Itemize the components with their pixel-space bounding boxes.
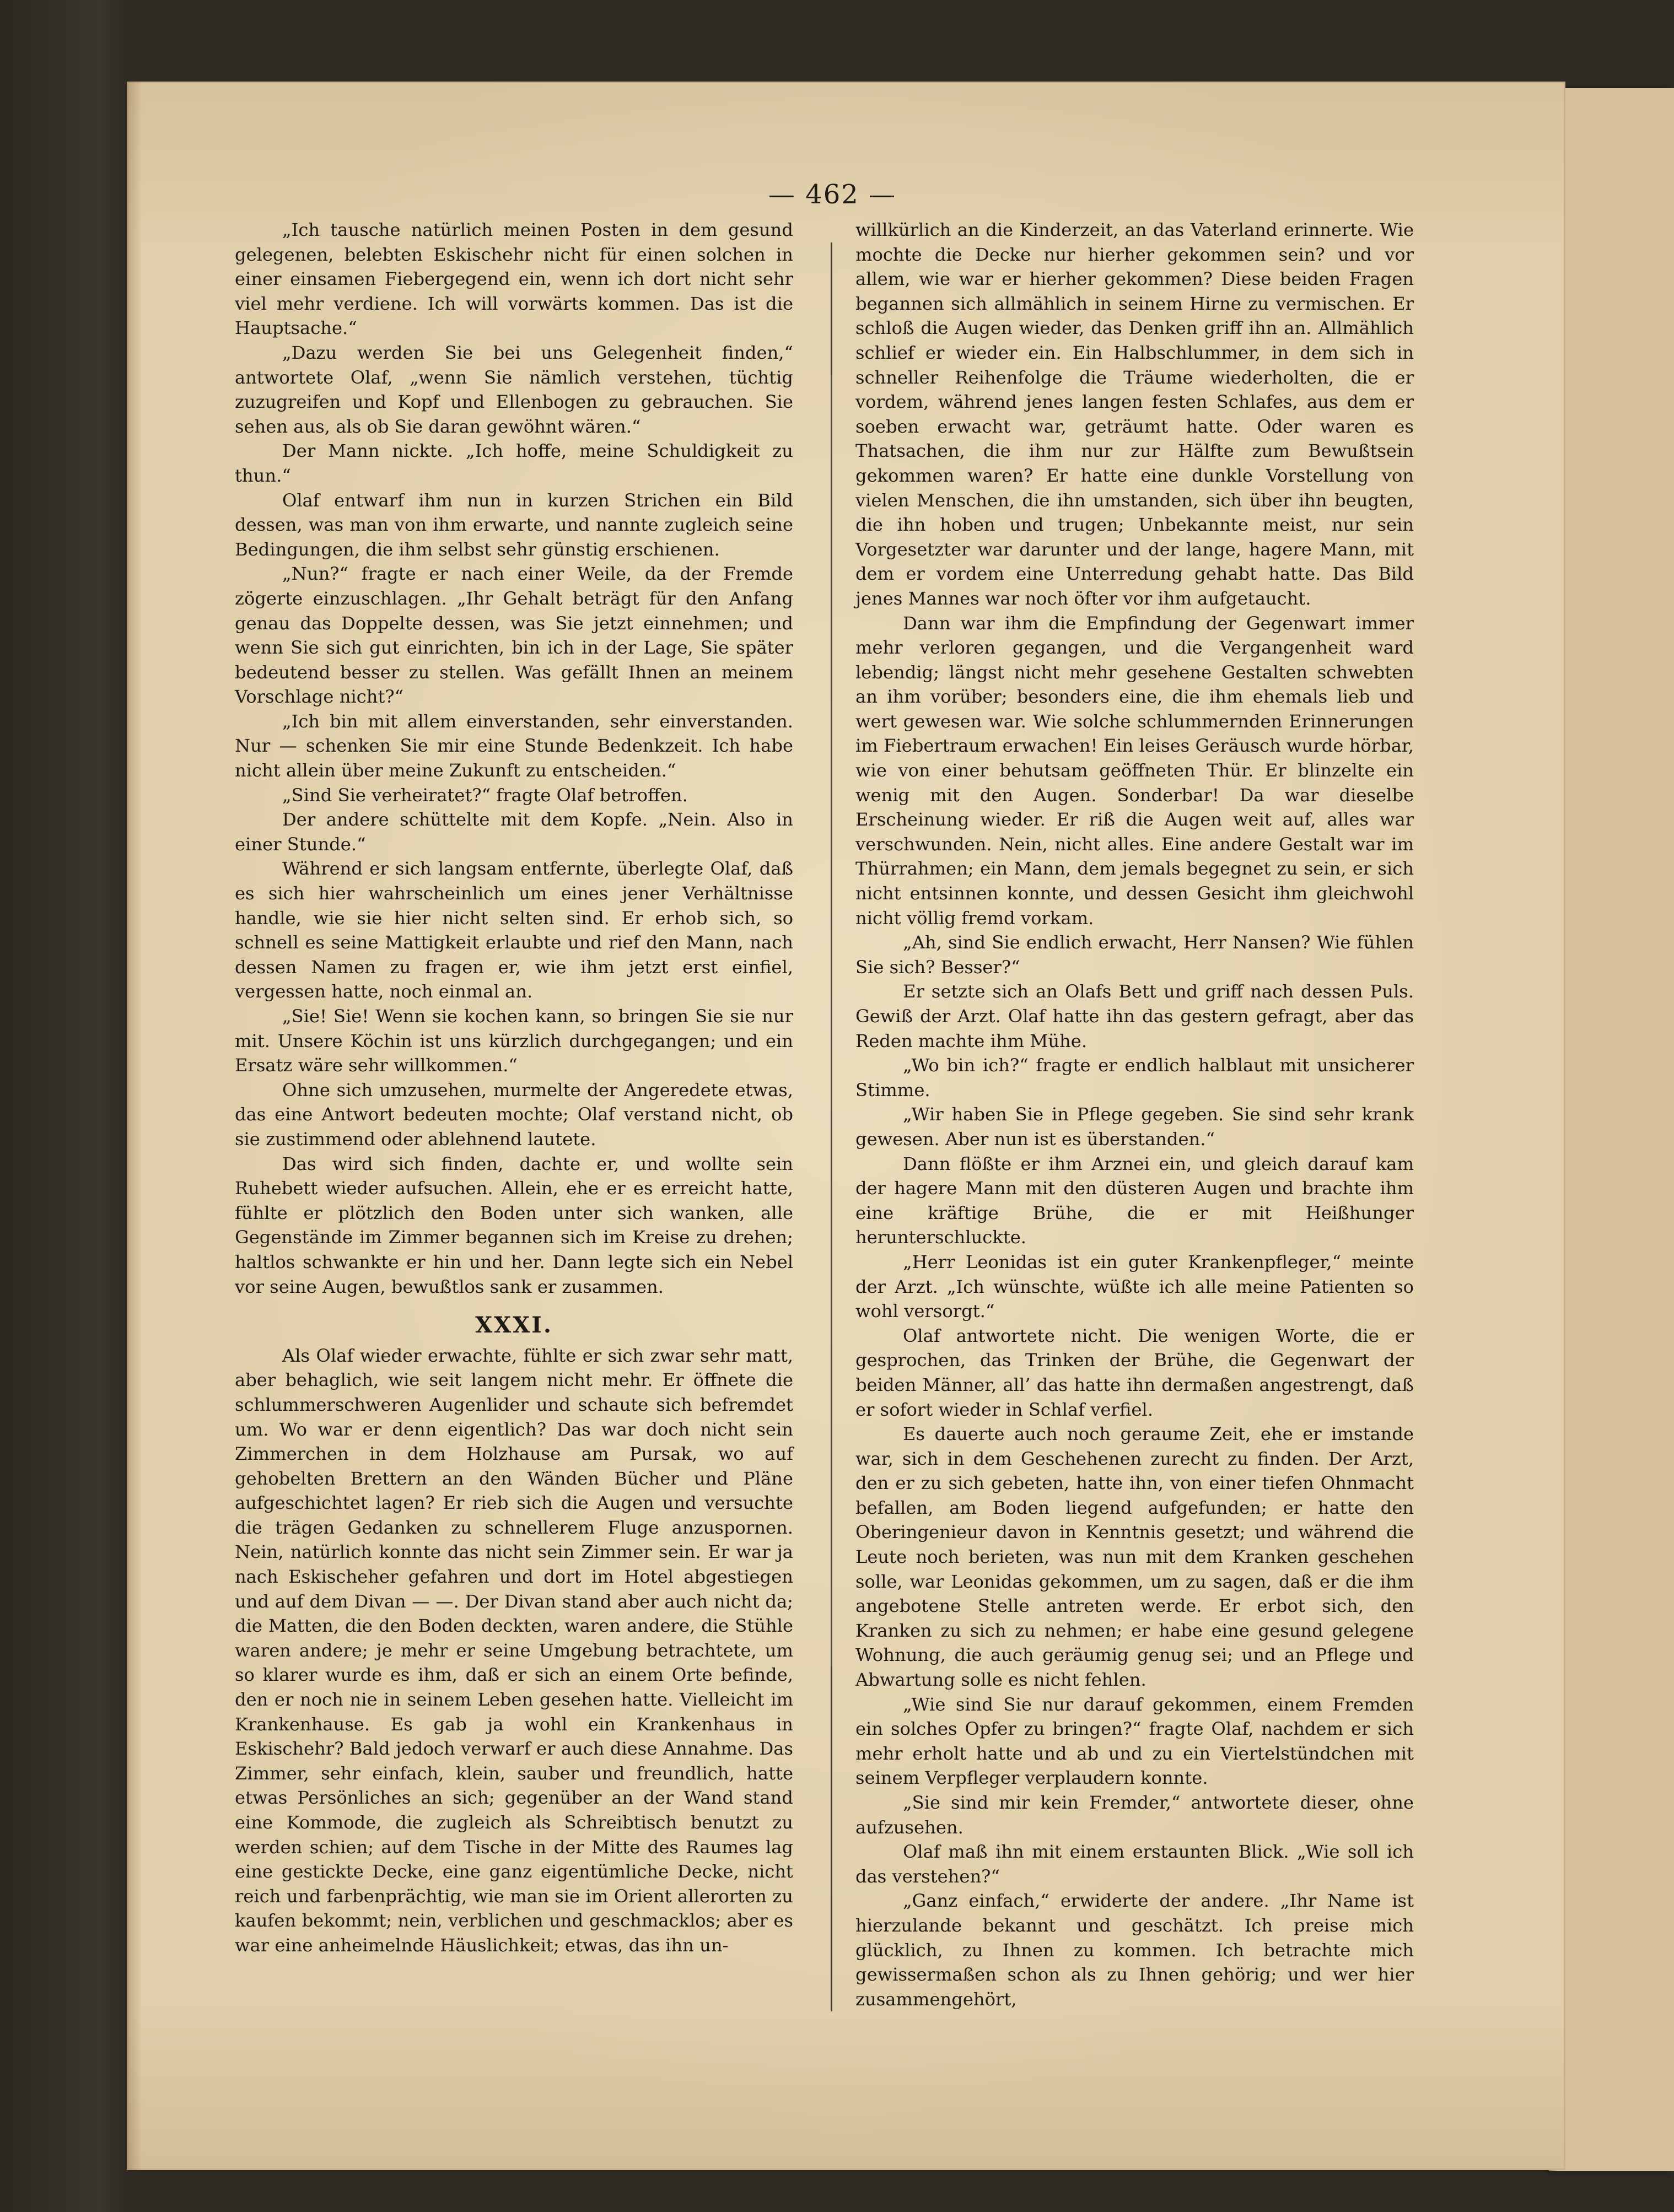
left-column [235, 218, 793, 1958]
paragraph: Dann flößte er ihm Arznei ein, und gleich darauf kam der hagere Mann mit den düsteren Augen und brachte ihm eine kräftige Brühe, die er mit Heißhunger herunterschluckte. [855, 1153, 1414, 1248]
paragraph: Dann war ihm die Empfindung der Gegenwart immer mehr verloren gegangen, und die Vergangenheit ward lebendig; längst nicht mehr gesehene Gestalten schwebten an ihm vorüber; besonders eine, die ihm ehemals lieb und wert gewesen war. Wie solche schlummernden Erinnerungen im Fiebertraum erwachen! Ein leises Geräusch wurde hörbar, wie von einer behutsam geöffneten Thür. Er blinzelte ein wenig mit den Augen. Sonderbar! Da war dieselbe Erscheinung wieder. Er riß die Augen weit auf, alles war verschwunden. Nein, nicht alles. Eine andere Gestalt war im Thürrahmen; ein Mann, dem jemals begegnet zu sein, er sich nicht entsinnen konnte, und dessen Gesicht ihm gleichwohl nicht völlig fremd vorkam. [855, 612, 1414, 929]
paragraph: Olaf maß ihn mit einem erstaunten Blick. „Wie soll ich das verstehen?“ [855, 1841, 1414, 1887]
paragraph-continued: willkürlich an die Kinderzeit, an das Vaterland erinnerte. Wie mochte die Decke nur hierher gekommen sein? und vor allem, wie war er hierher gekommen? Diese beiden Fragen begannen sich allmählich in seinem Hirne zu vermischen. Er schloß die Augen wieder, das Denken griff ihn an. Allmählich schlief er wieder ein. Ein Halbschlummer, in dem sich in schneller Reihenfolge die Träume wiederholten, die er vordem, während jenes langen festen Schlafes, aus dem er soeben erwacht war, geträumt hatte. Oder waren es Thatsachen, die ihm nur zur Hälfte zum Bewußtsein gekommen waren? Er hatte eine dunkle Vorstellung von vielen Menschen, die ihn umstanden, sich über ihn beugten, die ihn hoben und trugen; Unbekannte meist, nur sein Vorgesetzter war darunter und der lange, hagere Mann, mit dem er vordem eine Unterredung gehabt hatte. Das Bild jenes Mannes war noch öfter vor ihm aufgetaucht. [855, 219, 1414, 609]
paragraph: Das wird sich finden, dachte er, und wollte sein Ruhebett wieder aufsuchen. Allein, ehe er es erreicht hatte, fühlte er plötzlich den Boden unter sich wanken, alle Gegenstände im Zimmer begannen sich im Kreise zu drehen; haltlos schwankte er hin und her. Dann legte sich ein Nebel vor seine Augen, bewußtlos sank er zusammen. [235, 1153, 793, 1297]
paragraph: „Sie sind mir kein Fremder,“ antwortete dieser, ohne aufzusehen. [855, 1792, 1414, 1838]
paragraph: „Ich bin mit allem einverstanden, sehr einverstanden. Nur — schenken Sie mir eine Stunde Bedenkzeit. Ich habe nicht allein über meine Zukunft zu entscheiden.“ [235, 710, 793, 781]
paragraph: „Wir haben Sie in Pflege gegeben. Sie sind sehr krank gewesen. Aber nun ist es überstanden.“ [855, 1104, 1414, 1150]
paragraph: „Dazu werden Sie bei uns Gelegenheit finden,“ antwortete Olaf, „wenn Sie nämlich verstehen, tüchtig zuzugreifen und Kopf und Ellenbogen zu gebrauchen. Sie sehen aus, als ob Sie daran gewöhnt wären.“ [235, 342, 793, 437]
paragraph: Der andere schüttelte mit dem Kopfe. „Nein. Also in einer Stunde.“ [235, 809, 793, 855]
paragraph: „Sind Sie verheiratet?“ fragte Olaf betroffen. [282, 784, 688, 806]
paragraph: Olaf antwortete nicht. Die wenigen Worte, die er gesprochen, das Trinken der Brühe, die Gegenwart der beiden Männer, all’ das hatte ihn dermaßen angestrengt, daß er sofort wieder in Schlaf verfiel. [855, 1325, 1414, 1420]
paragraph: Der Mann nickte. „Ich hoffe, meine Schuldigkeit zu thun.“ [235, 440, 793, 486]
paragraph: Es dauerte auch noch geraume Zeit, ehe er imstande war, sich in dem Geschehenen zurecht zu finden. Der Arzt, den er zu sich gebeten, hatte ihn, von einer tiefen Ohnmacht befallen, am Boden liegend aufgefunden; er hatte den Oberingenieur davon in Kenntnis gesetzt; und während die Leute noch berieten, was nun mit dem Kranken geschehen solle, war Leonidas gekommen, um zu sagen, daß er die ihm angebotene Stelle antreten werde. Er erbot sich, den Kranken zu sich zu nehmen; er habe eine gesund gelegene Wohnung, die auch geräumig genug sei; und an Pflege und Abwartung solle es nicht fehlen. [855, 1423, 1414, 1691]
paragraph: Er setzte sich an Olafs Bett und griff nach dessen Puls. Gewiß der Arzt. Olaf hatte ihn das gestern gefragt, aber das Reden machte ihm Mühe. [855, 981, 1414, 1051]
next-page-edge [1549, 88, 1674, 2171]
chapter-heading: XXXI. [475, 1312, 553, 1339]
paragraph: Ohne sich umzusehen, murmelte der Angeredete etwas, das eine Antwort bedeuten mochte; Olaf verstand nicht, ob sie zustimmend oder ablehnend lautete. [235, 1079, 793, 1150]
paragraph: „Nun?“ fragte er nach einer Weile, da der Fremde zögerte einzuschlagen. „Ihr Gehalt beträgt für den Anfang genau das Doppelte dessen, was Sie jetzt einnehmen; und wenn Sie sich gut einrichten, bin ich in der Lage, Sie später bedeutend besser zu stellen. Was gefällt Ihnen an meinem Vorschlage nicht?“ [235, 563, 793, 708]
paragraph: „Wie sind Sie nur darauf gekommen, einem Fremden ein solches Opfer zu bringen?“ fragte Olaf, nachdem er sich mehr erholt hatte und ab und zu ein Viertelstündchen mit seinem Verpfleger verplaudern konnte. [855, 1693, 1414, 1789]
column-divider [831, 242, 832, 2011]
page-number: — 462 — [768, 179, 897, 210]
paragraph: „Ich tausche natürlich meinen Posten in dem gesund gelegenen, belebten Eskischehr nicht für einen solchen in einer einsamen Fiebergegend ein, wenn ich dort nicht sehr viel mehr verdiene. Ich will vorwärts kommen. Das ist die Hauptsache.“ [235, 219, 793, 339]
paragraph: „Herr Leonidas ist ein guter Krankenpfleger,“ meinte der Arzt. „Ich wünschte, wüßte ich alle meine Patienten so wohl versorgt.“ [855, 1251, 1414, 1322]
paragraph: Während er sich langsam entfernte, überlegte Olaf, daß es sich hier wahrscheinlich um eines jener Verhältnisse handle, wie sie hier nicht selten sind. Er erhob sich, so schnell es seine Mattigkeit erlaubte und rief den Mann, nach dessen Namen zu fragen er, wie ihm jetzt erst einfiel, vergessen hatte, noch einmal an. [235, 858, 793, 1002]
paragraph: „Ah, sind Sie endlich erwacht, Herr Nansen? Wie fühlen Sie sich? Besser?“ [855, 932, 1414, 978]
right-column [855, 218, 1414, 2011]
paragraph: Olaf entwarf ihm nun in kurzen Strichen ein Bild dessen, was man von ihm erwarte, und nannte zugleich seine Bedingungen, die ihm selbst sehr günstig erschienen. [235, 489, 793, 560]
paragraph: „Wo bin ich?“ fragte er endlich halblaut mit unsicherer Stimme. [855, 1055, 1414, 1100]
paragraph: „Ganz einfach,“ erwiderte der andere. „Ihr Name ist hierzulande bekannt und geschätzt. Ich preise mich glücklich, zu Ihnen zu kommen. Ich betrachte mich gewissermaßen schon als zu Ihnen gehörig; und wer hier zusammengehört, [855, 1890, 1414, 2010]
paragraph: Als Olaf wieder erwachte, fühlte er sich zwar sehr matt, aber behaglich, wie seit langem nicht mehr. Er öffnete die schlummerschweren Augenlider und schaute sich befremdet um. Wo war er denn eigentlich? Das war doch nicht sein Zimmerchen in dem Holzhause am Pursak, wo auf gehobelten Brettern an den Wänden Bücher und Pläne aufgeschichtet lagen? Er rieb sich die Augen und versuchte die trägen Gedanken zu schnellerem Fluge anzuspornen. Nein, natürlich konnte das nicht sein Zimmer sein. Er war ja nach Eskischeher gefahren und dort im Hotel abgestiegen und auf dem Divan — —. Der Divan stand aber auch nicht da; die Matten, die den Boden deckten, waren andere, die Stühle waren andere; je mehr er seine Umgebung betrachtete, um so klarer wurde es ihm, daß er sich an einem Orte befinde, den er noch nie in seinem Leben gesehen hatte. Vielleicht im Krankenhause. Es gab ja wohl ein Krankenhaus in Eskischehr? Bald jedoch verwarf er auch diese Annahme. Das Zimmer, sehr einfach, klein, sauber und freundlich, hatte etwas Persönliches an sich; gegenüber an der Wand stand eine Kommode, die zugleich als Schreibtisch benutzt zu werden schien; auf dem Tische in der Mitte des Raumes lag eine gestickte Decke, eine ganz eigentümliche Decke, nicht reich und farbenprächtig, wie man sie im Orient allerorten zu kaufen bekommt; nein, verblichen und geschmacklos; aber es war eine anheimelnde Häuslichkeit; etwas, das ihn un- [235, 1345, 793, 1956]
paragraph: „Sie! Sie! Wenn sie kochen kann, so bringen Sie sie nur mit. Unsere Köchin ist uns kürzlich durchgegangen; und ein Ersatz wäre sehr willkommen.“ [235, 1006, 793, 1076]
